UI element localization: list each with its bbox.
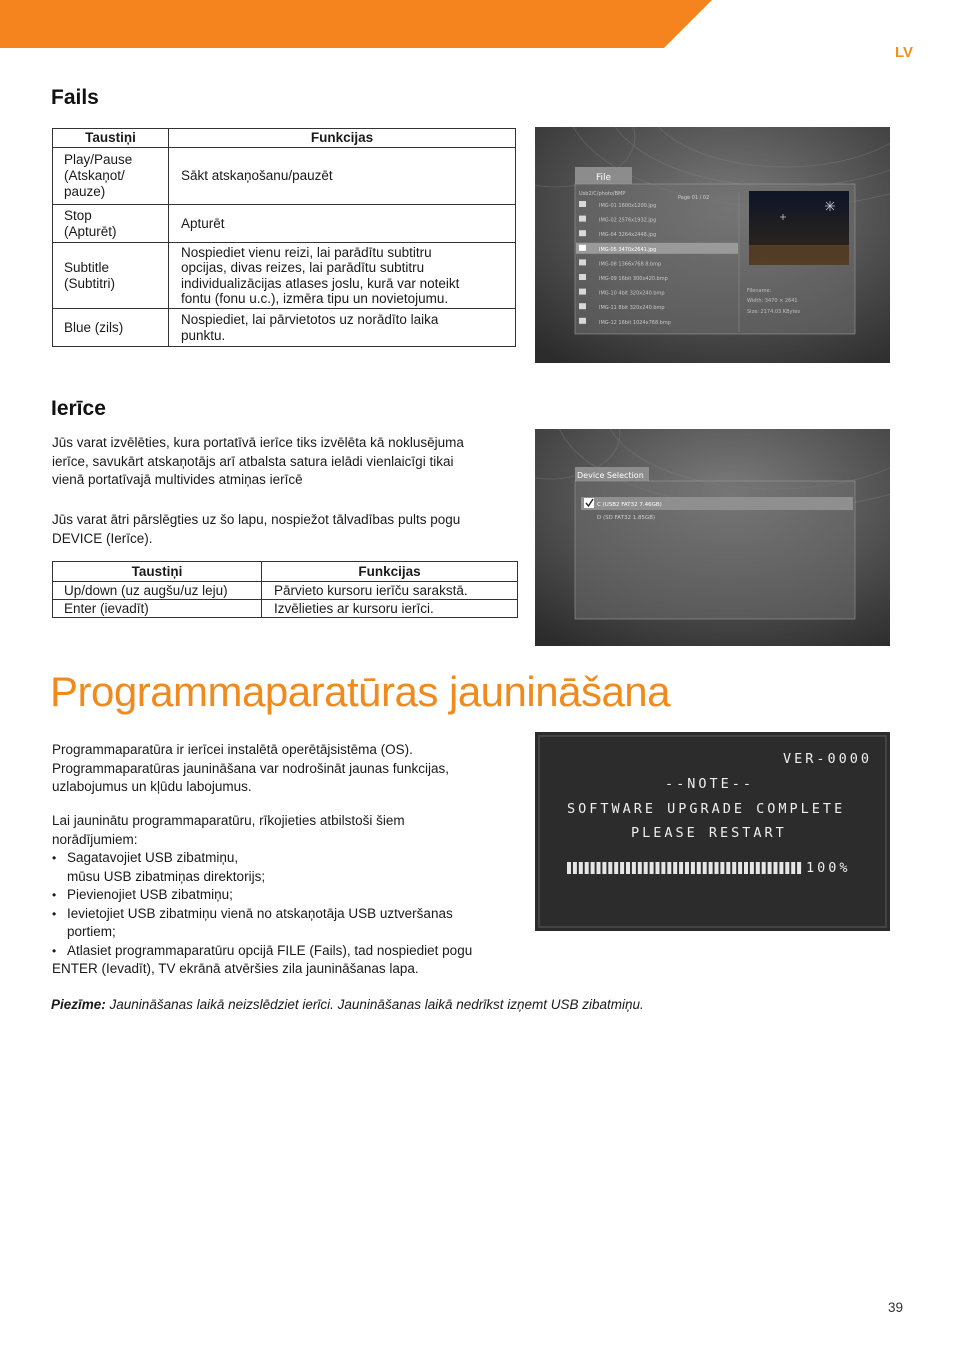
progress-segment (768, 862, 772, 874)
progress-segment (608, 862, 612, 874)
device-shortcut-text: Jūs varat ātri pārslēgties uz šo lapu, nospiežot tālvadības pults pogu DEVICE (Ierīce). (52, 512, 461, 546)
progress-segment (656, 862, 660, 874)
device-item[interactable]: C (USB2 FAT32 7.46GB) (597, 502, 662, 508)
progress-segment (644, 862, 648, 874)
firmware-intro: Programmaparatūra ir ierīcei instalētā operētājsistēma (OS). Programmaparatūras jaunināšana var nodrošināt jaunas funkcijas, uzlabojumus un kļūdu labojumus. (52, 742, 449, 794)
file-list-item[interactable]: IMG-12 16bit 1024x768.bmp (599, 319, 671, 326)
photo-file-icon (579, 274, 586, 280)
progress-segment (738, 862, 742, 874)
progress-segment (673, 862, 677, 874)
progress-segment (709, 862, 713, 874)
header-orange-band (0, 0, 954, 48)
firmware-instructions: Lai jauninātu programmaparatūru, rīkojieties atbilstoši šiem norādījumiem: • Sagatavojiet USB zibatmiņu, mūsu USB zibatmiņas direktorijs; • Pievienojiet USB zibatmiņu; • Ievietojiet USB zibatmiņu vienā no atskaņotāja USB uztveršanas portiem; • Atlasiet programmaparatūru opcijā FILE (Fails), tad nospiediet pogu ENTER (Ievadīt), TV ekrānā atvēršies zila jaunināšanas lapa. (52, 812, 522, 979)
progress-segment (791, 862, 795, 874)
firmware-title: Programmaparatūras jaunināšana (50, 668, 671, 715)
fails-key-table (52, 128, 516, 347)
note-label: --NOTE-- (665, 776, 755, 792)
progress-segment (685, 862, 689, 874)
progress-segment (661, 862, 665, 874)
table-header-keys: Taustiņi (53, 129, 169, 148)
progress-segment (697, 862, 701, 874)
table-header-functions: Funkcijas (262, 562, 518, 582)
progress-segment (638, 862, 642, 874)
table-header-functions: Funkcijas (169, 129, 516, 148)
page-number: 39 (888, 1300, 904, 1315)
warning-note: Piezīme: Jaunināšanas laikā neizslēdziet ierīci. Jaunināšanas laikā nedrīkst izņemt USB zibatmiņu. (51, 997, 644, 1012)
photo-file-icon (579, 201, 586, 207)
file-list-item[interactable]: IMG-09 16bit 300x420.bmp (599, 276, 668, 282)
progress-segment (614, 862, 618, 874)
progress-segment (567, 862, 571, 874)
file-list-item[interactable]: IMG-08 1366x768 8.bmp (599, 261, 662, 268)
version-label: VER-0000 (783, 751, 873, 767)
table-header-keys: Taustiņi (53, 562, 262, 582)
progress-segment (744, 862, 748, 874)
photo-file-icon (579, 230, 586, 236)
progress-segment (591, 862, 595, 874)
progress-segment (573, 862, 577, 874)
device-selection-screenshot (535, 429, 890, 646)
device-selection-title: Device Selection (577, 471, 644, 480)
progress-segment (785, 862, 789, 874)
table-row: Stop (Apturēt) Apturēt (53, 205, 516, 243)
progress-segment (797, 862, 801, 874)
progress-segment (585, 862, 589, 874)
file-tab-label: File (596, 173, 612, 183)
photo-file-icon (579, 245, 586, 251)
progress-segment (632, 862, 636, 874)
restart-message: PLEASE RESTART (631, 825, 787, 841)
progress-segment (779, 862, 783, 874)
file-list-item[interactable]: IMG-01 1600x1200.jpg (599, 203, 657, 209)
svg-text:Size: 2174.03 KBytes: Size: 2174.03 KBytes (747, 309, 801, 315)
photo-file-icon (579, 318, 586, 324)
table-row: Up/down (uz augšu/uz leju) Pārvieto kursoru ierīču sarakstā. (53, 582, 518, 600)
photo-file-icon (579, 259, 586, 265)
progress-segment (715, 862, 719, 874)
progress-segment (667, 862, 671, 874)
file-list-item[interactable]: IMG-02 2576x1932.jpg (599, 217, 657, 224)
list-item: • Pievienojiet USB zibatmiņu; (52, 886, 522, 905)
list-item: • Ievietojiet USB zibatmiņu vienā no atskaņotāja USB uztveršanas portiem; (52, 905, 522, 942)
photo-file-icon (579, 289, 586, 295)
svg-text:Filename:: Filename: (747, 288, 772, 294)
svg-text:Page 01 / 02: Page 01 / 02 (678, 195, 710, 201)
upgrade-status-line: SOFTWARE UPGRADE COMPLETE (567, 801, 846, 817)
file-browser-screenshot (535, 127, 890, 363)
upgrade-complete-screenshot (535, 732, 890, 931)
progress-percent: 100% (806, 860, 851, 876)
list-item: • Sagatavojiet USB zibatmiņu, mūsu USB zibatmiņas direktorijs; (52, 849, 522, 886)
table-row: Blue (zils) Nospiediet, lai pārvietotos uz norādīto laika punktu. (53, 309, 516, 347)
progress-segment (597, 862, 601, 874)
progress-segment (720, 862, 724, 874)
progress-segment (691, 862, 695, 874)
progress-segment (650, 862, 654, 874)
device-key-table (52, 561, 518, 618)
file-list-item[interactable]: IMG-04 3264x2448.jpg (599, 232, 657, 239)
progress-segment (726, 862, 730, 874)
table-row: Play/Pause (Atskaņot/ pauze) Sākt atskaņošanu/pauzēt (53, 148, 516, 205)
language-code: LV (895, 44, 914, 61)
photo-file-icon (579, 303, 586, 309)
file-list-item[interactable]: IMG-11 8bit 320x240.bmp (599, 305, 665, 312)
list-item: • Atlasiet programmaparatūru opcijā FILE (Fails), tad nospiediet pogu (52, 942, 522, 961)
progress-segment (750, 862, 754, 874)
instruction-list (52, 849, 522, 960)
progress-segment (732, 862, 736, 874)
progress-segment (579, 862, 583, 874)
progress-segment (602, 862, 606, 874)
svg-text:Usb2/C/photo/BMP: Usb2/C/photo/BMP (579, 191, 626, 197)
device-description: Jūs varat izvēlēties, kura portatīvā ierīce tiks izvēlēta kā noklusējuma ierīce, savukārt atskaņotājs arī atbalsta satura ielādi vienlaicīgi tikai vienā portatīvajā multivides atmiņas ierīcē (52, 435, 464, 487)
table-row: Enter (ievadīt) Izvēlieties ar kursoru ierīci. (53, 600, 518, 618)
progress-segment (679, 862, 683, 874)
photo-file-icon (579, 216, 586, 222)
progress-segment (620, 862, 624, 874)
progress-segment (703, 862, 707, 874)
file-list-item[interactable]: IMG-05 3470x2641.jpg (599, 246, 657, 253)
table-row: Subtitle (Subtitri) Nospiediet vienu reizi, lai parādītu subtitru opcijas, divas reizes, lai parādītu subtitru individualizācijas atlases joslu, kurā var noteikt fontu (fonu u.c.), izmēra tipu un novietojumu. (53, 243, 516, 309)
section-heading-ierice: Ierīce (51, 397, 106, 420)
svg-text:Width: 3470 × 2641: Width: 3470 × 2641 (747, 298, 798, 304)
file-list-item[interactable]: IMG-10 4bit 320x240.bmp (599, 290, 665, 297)
progress-segment (762, 862, 766, 874)
section-heading-fails: Fails (51, 86, 99, 109)
progress-segment (774, 862, 778, 874)
device-item[interactable]: D (SD FAT32 1.85GB) (597, 515, 656, 521)
progress-segment (626, 862, 630, 874)
progress-segment (756, 862, 760, 874)
